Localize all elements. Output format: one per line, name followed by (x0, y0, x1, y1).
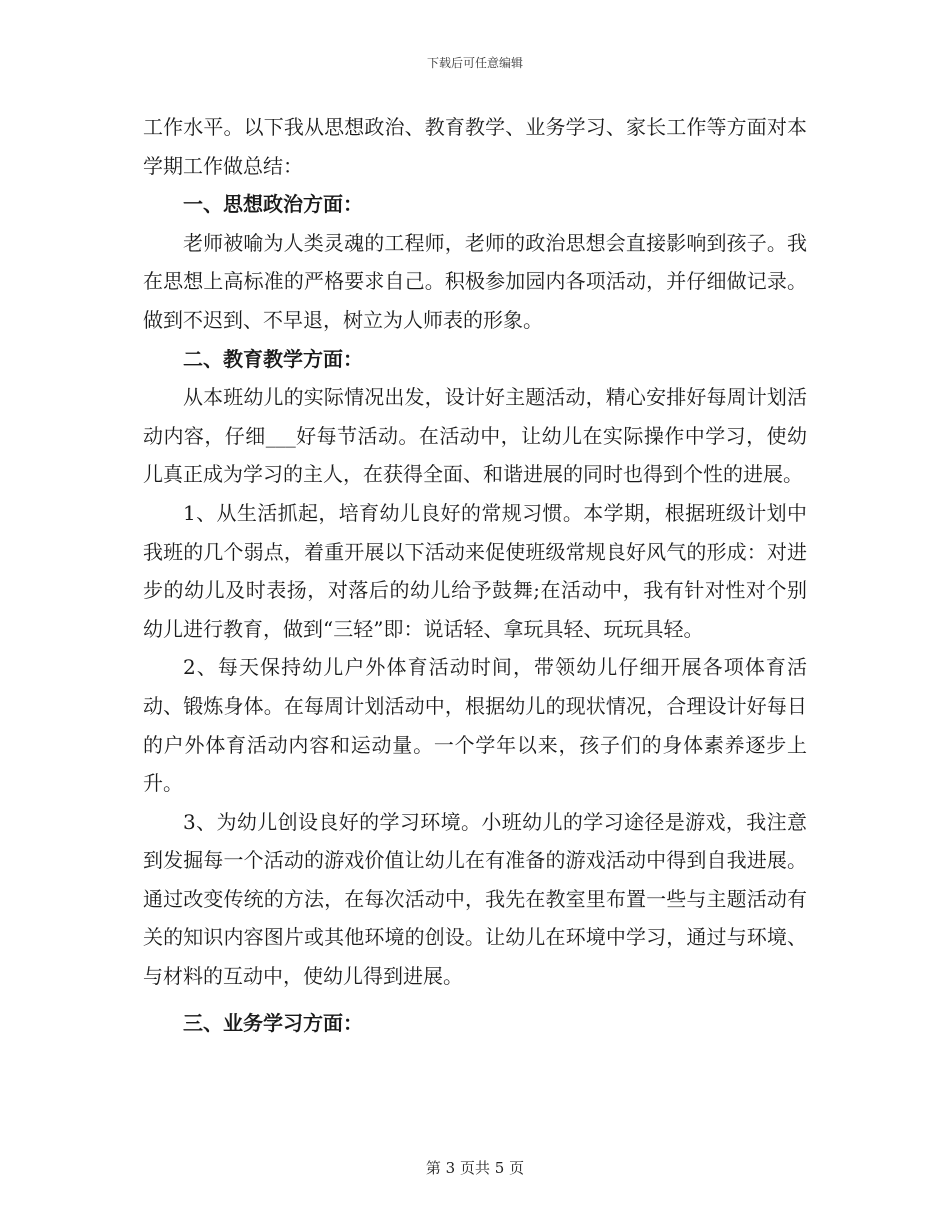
teaching-item-1: 1、从生活抓起，培育幼儿良好的常规习惯。本学期，根据班级计划中我班的几个弱点，着重开展以下活动来促使班级常规良好风气的形成：对进步的幼儿及时表扬，对落后的幼儿给予鼓舞;在活动中，我有针对性对个别幼儿进行教育，做到“三轻”即：说话轻、拿玩具轻、玩玩具轻。 (143, 500, 807, 641)
section-heading-political: 一、思想政治方面： (183, 192, 363, 217)
political-paragraph: 老师被喻为人类灵魂的工程师，老师的政治思想会直接影响到孩子。我在思想上高标准的严格要求自己。积极参加园内各项活动，并仔细做记录。做到不迟到、不早退，树立为人师表的形象。 (143, 230, 807, 332)
page-number: 第 3 页共 5 页 (425, 1159, 525, 1177)
teaching-item-3: 3、为幼儿创设良好的学习环境。小班幼儿的学习途径是游戏，我注意到发掘每一个活动的游戏价值让幼儿在有准备的游戏活动中得到自我进展。通过改变传统的方法，在每次活动中，我先在教室里布置一些与主题活动有关的知识内容图片或其他环境的创设。让幼儿在环境中学习，通过与环境、与材料的互动中，使幼儿得到进展。 (143, 809, 807, 989)
teaching-item-2: 2、每天保持幼儿户外体育活动时间，带领幼儿仔细开展各项体育活动、锻炼身体。在每周计划活动中，根据幼儿的现状情况，合理设计好每日的户外体育活动内容和运动量。一个学年以来，孩子们的身体素养逐步上升。 (143, 655, 807, 796)
section-heading-teaching: 二、教育教学方面： (183, 346, 363, 371)
section-heading-study: 三、业务学习方面： (183, 1010, 363, 1035)
document-body (143, 108, 807, 1042)
page-header: 下载后可任意编辑 (426, 56, 523, 70)
intro-paragraph: 工作水平。以下我从思想政治、教育教学、业务学习、家长工作等方面对本学期工作做总结： (143, 115, 807, 178)
teaching-paragraph: 从本班幼儿的实际情况出发，设计好主题活动，精心安排好每周计划活动内容，仔细___好每节活动。在活动中，让幼儿在实际操作中学习，使幼儿真正成为学习的主人，在获得全面、和谐进展的同时也得到个性的进展。 (143, 385, 807, 487)
